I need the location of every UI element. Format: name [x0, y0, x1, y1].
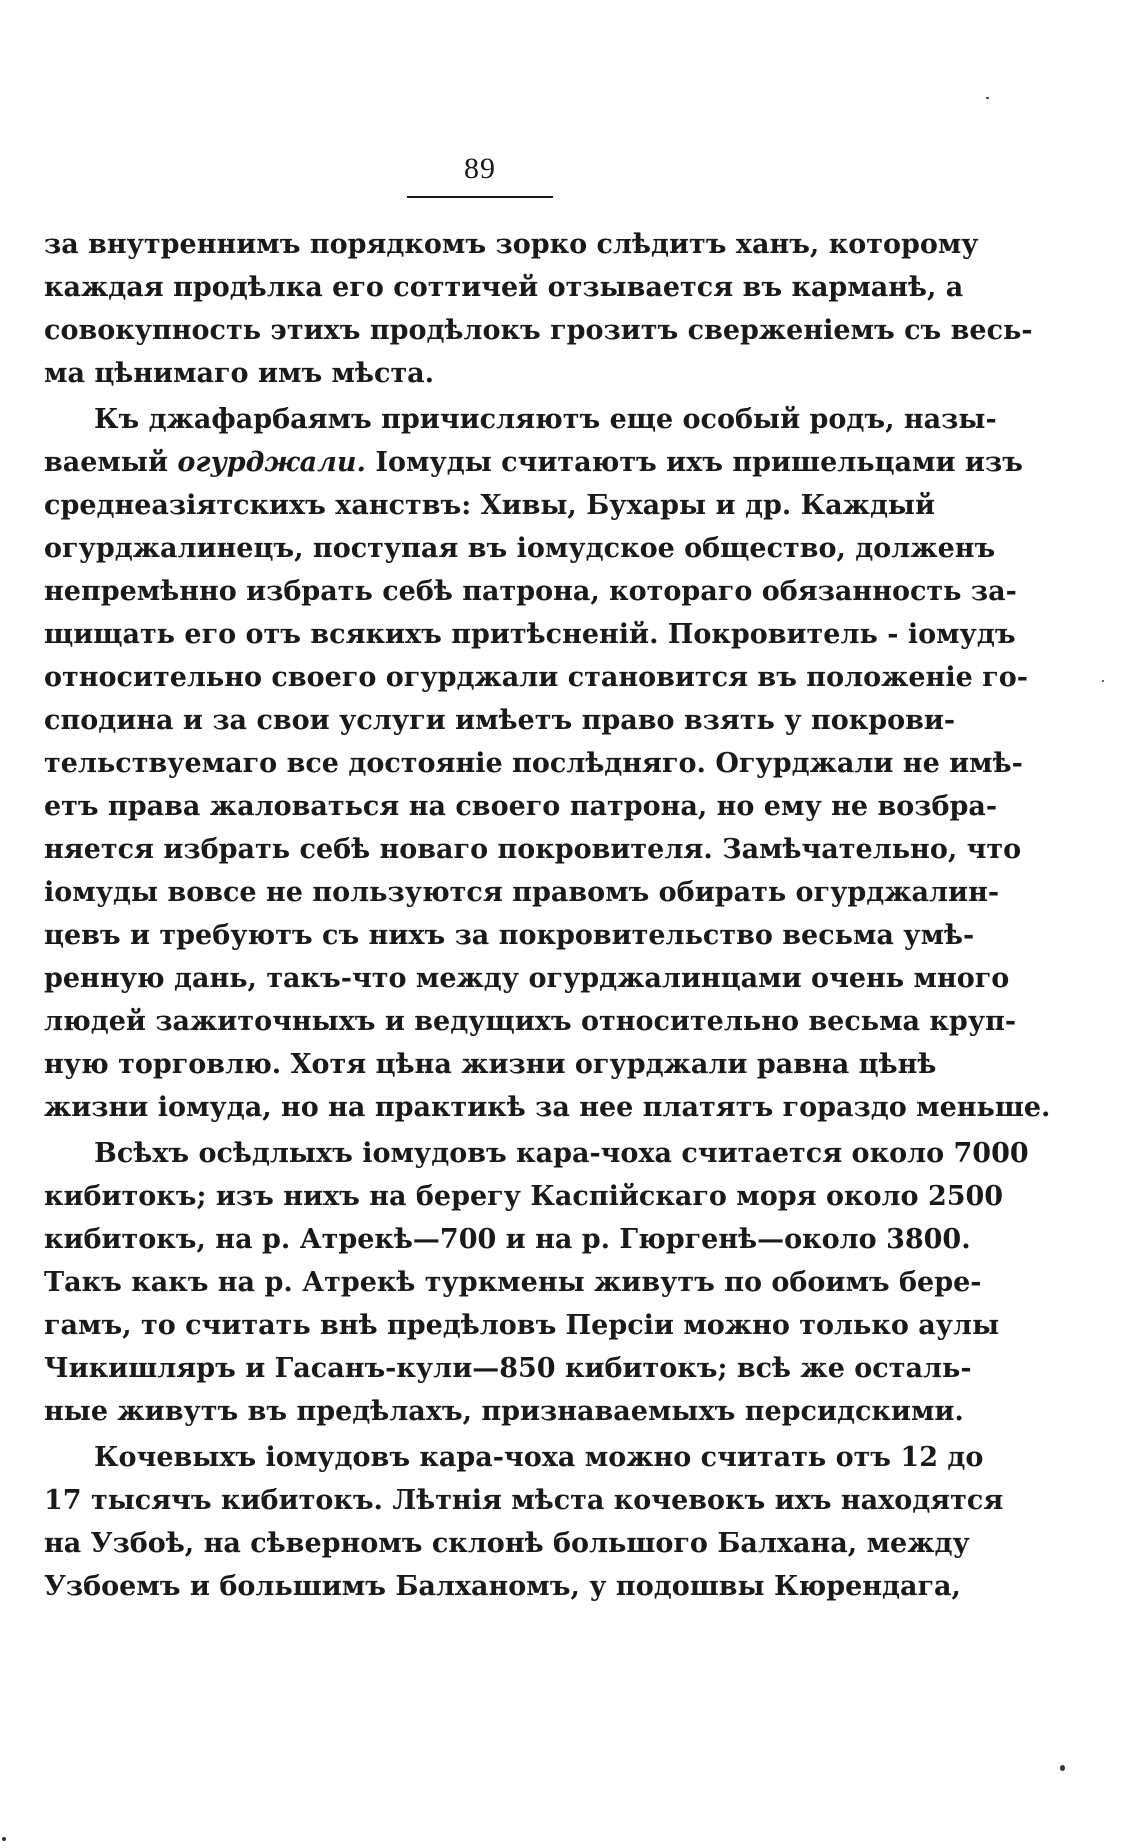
text-line: ную торговлю. Хотя цѣна жизни огурджали равна цѣнѣ [44, 1049, 937, 1080]
text-line: Всѣхъ осѣдлыхъ іомудовъ кара-чоха считается около 7000 [94, 1138, 1029, 1169]
text-line: гамъ, то считать внѣ предѣловъ Персіи можно только аулы [44, 1310, 1000, 1341]
text-line: Чикишляръ и Гасанъ-кули—850 кибитокъ; всѣ же осталь- [44, 1353, 972, 1384]
ink-speck [2, 1837, 6, 1841]
text-line: ные живутъ въ предѣлахъ, признаваемыхъ персидскими. [44, 1396, 964, 1427]
ink-speck [1060, 1765, 1065, 1771]
text-line: кибитокъ; изъ нихъ на берегу Каспійскаго моря около 2500 [44, 1181, 1004, 1212]
text-line: іомуды вовсе не пользуются правомъ обирать огурджалин- [44, 877, 1000, 908]
header-rule [407, 196, 553, 198]
text-line: совокупность этихъ продѣлокъ грозитъ сверженіемъ съ весь- [44, 315, 1033, 346]
text-line: кибитокъ, на р. Атрекѣ—700 и на р. Гюргенѣ—около 3800. [44, 1224, 971, 1255]
ink-speck [986, 97, 989, 99]
text-line: тельствуемаго все достояніе послѣдняго. Огурджали не имѣ- [44, 748, 1023, 779]
text-line: няется избрать себѣ новаго покровителя. Замѣчательно, что [44, 834, 1022, 865]
text-line: ренную дань, такъ-что между огурджалинцами очень много [44, 963, 1010, 994]
text-line: огурджалинецъ, поступая въ іомудское общество, долженъ [44, 533, 996, 564]
text-line: среднеазіятскихъ ханствъ: Хивы, Бухары и др. Каждый [44, 490, 936, 521]
text-line: ваемый огурджали. Іомуды считаютъ ихъ пришельцами изъ [44, 447, 1023, 478]
text-line: Такъ какъ на р. Атрекѣ туркмены живутъ по обоимъ бере- [44, 1267, 982, 1298]
text-line: за внутреннимъ порядкомъ зорко слѣдитъ ханъ, которому [44, 229, 979, 260]
text-line: цевъ и требуютъ съ нихъ за покровительство весьма умѣ- [44, 920, 975, 951]
page-number: 89 [464, 152, 496, 185]
text-line: ма цѣнимаго имъ мѣста. [44, 358, 435, 389]
text-line: етъ права жаловаться на своего патрона, но ему не возбра- [44, 791, 998, 822]
text-line: 17 тысячъ кибитокъ. Лѣтнія мѣста кочевокъ ихъ находятся [44, 1485, 1004, 1516]
text-line: непремѣнно избрать себѣ патрона, котораго обязанность за- [44, 576, 1017, 607]
text-line: Кочевыхъ іомудовъ кара-чоха можно считать отъ 12 до [94, 1442, 984, 1473]
text-line: людей зажиточныхъ и ведущихъ относительно весьма круп- [44, 1006, 1017, 1037]
text-line: жизни іомуда, но на практикѣ за нее платятъ гораздо меньше. [44, 1092, 1051, 1123]
italic-term: огурджали. [177, 447, 366, 478]
text-line: сподина и за свои услуги имѣетъ право взять у покрови- [44, 705, 956, 736]
text-line: каждая продѣлка его соттичей отзывается въ карманѣ, а [44, 272, 964, 303]
text-line: Къ джафарбаямъ причисляютъ еще особый родъ, назы- [94, 404, 997, 435]
body-text [44, 223, 1051, 1608]
ink-speck [1102, 680, 1104, 682]
text-line: относительно своего огурджали становится въ положеніе го- [44, 662, 1028, 693]
text-line: Узбоемъ и большимъ Балханомъ, у подошвы Кюрендага, [44, 1571, 961, 1602]
text-line: на Узбоѣ, на сѣверномъ склонѣ большого Балхана, между [44, 1528, 970, 1559]
text-line: щищать его отъ всякихъ притѣсненій. Покровитель - іомудъ [44, 619, 1016, 650]
